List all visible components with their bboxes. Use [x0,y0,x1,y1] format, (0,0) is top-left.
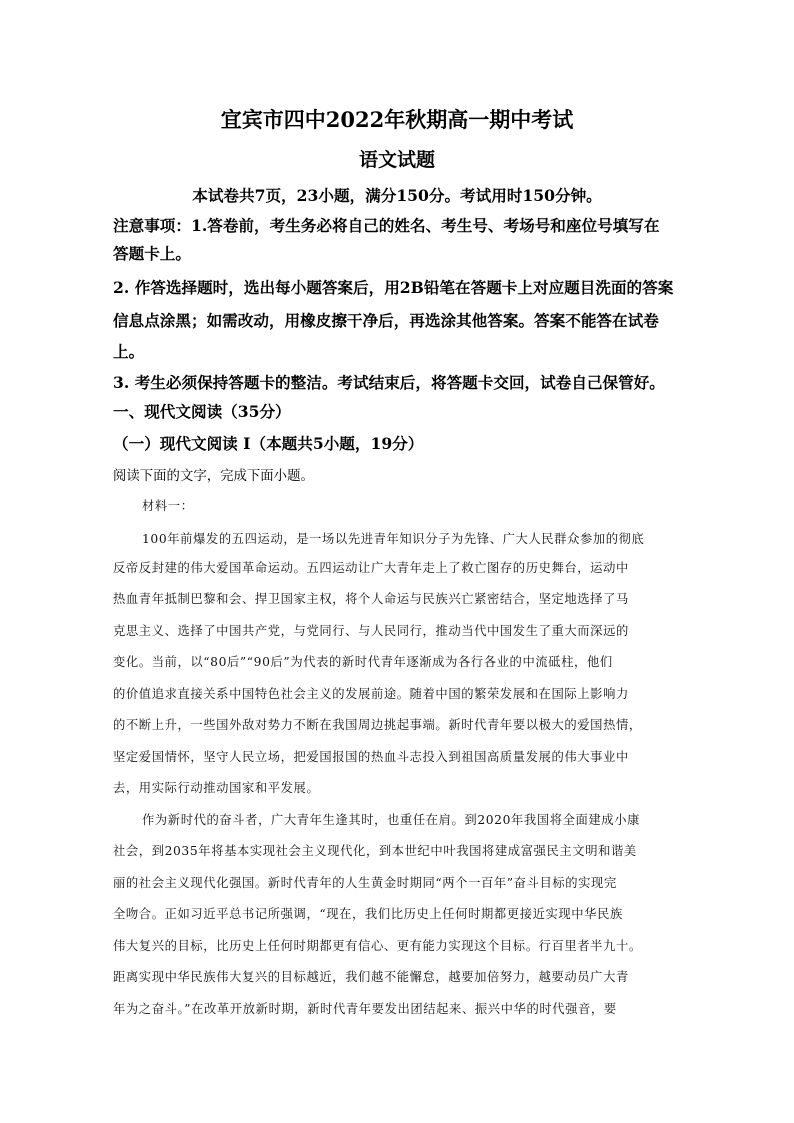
passage-line: 反帝反封建的伟大爱国革命运动。五四运动让广大青年走上了救亡图存的历史舞台，运动中 [113,561,629,575]
passage-line: 的不断上升，一些国外敌对势力不断在我国周边挑起事端。新时代青年要以极大的爱国热情， [113,718,642,732]
reading-prompt: 阅读下面的文字，完成下面小题。 [113,469,314,484]
passage-line: 伟大复兴的目标，比历史上任何时期都更有信心、更有能力实现这个目标。行百里者半九十。 [113,939,642,953]
exam-subtitle: 语文试题 [358,149,435,171]
material-label: 材料一： [142,499,194,513]
passage-line: 社会，到2035年将基本实现社会主义现代化，到本世纪中叶我国将建成富强民主文明和谐美 [113,844,637,858]
instruction-line: 注意事项：1.答卷前，考生务必将自己的姓名、考生号、考场号和座位号填写在 [113,216,660,235]
passage-line: 丽的社会主义现代化强国。新时代青年的人生黄金时期同“两个一百年”奋斗目标的实现完 [113,876,617,890]
passage-line: 克思主义、选择了中国共产党，与党同行、与人民同行，推动当代中国发生了重大而深远的 [113,624,629,638]
passage-line: 距离实现中华民族伟大复兴的目标越近，我们越不能懈怠，越要加倍努力，越要动员广大青 [113,970,629,984]
instruction-line: 2. 作答选择题时，选出每小题答案后，用2B铅笔在答题卡上对应题目洗面的答案 [113,278,674,297]
passage-line: 热血青年抵制巴黎和会、捍卫国家主权，将个人命运与民族兴亡紧密结合，坚定地选择了马 [113,592,629,606]
instruction-line: 答题卡上。 [113,244,191,263]
exam-summary: 本试卷共7页，23小题，满分150分。考试用时150分钟。 [192,186,602,205]
instruction-line: 信息点涂黑；如需改动，用橡皮擦干净后，再选涂其他答案。答案不能答在试卷 [113,311,659,330]
passage-line: 坚定爱国情怀，坚守人民立场，把爱国报国的热血斗志投入到祖国高质量发展的伟大事业中 [113,750,629,764]
section-heading: 一、现代文阅读（35分） [113,402,291,421]
passage-line: 年为之奋斗。”在改革开放新时期，新时代青年要发出团结起来、振兴中华的时代强音，要 [113,1002,617,1016]
passage-line: 100年前爆发的五四运动，是一场以先进青年知识分子为先锋、广大人民群众参加的彻底 [142,532,645,546]
passage-line: 去，用实际行动推动国家和平发展。 [113,781,320,795]
passage-line: 全吻合。正如习近平总书记所强调，“现在，我们比历史上任何时期都更接近实现中华民族 [113,907,623,921]
passage-line: 作为新时代的奋斗者，广大青年生逢其时，也重任在肩。到2020年我国将全面建成小康 [142,813,640,827]
instruction-line: 上。 [113,342,145,361]
section-subheading: （一）现代文阅读 Ⅰ（本题共5小题，19分） [113,434,424,453]
passage-line: 变化。当前，以“80后”“90后”为代表的新时代青年逐渐成为各行各业的中流砥柱，他们 [113,655,613,669]
instruction-line: 3. 考生必须保持答题卡的整洁。考试结束后，将答题卡交回，试卷自己保管好。 [113,373,665,392]
passage-line: 的价值追求直接关系中国特色社会主义的发展前途。随着中国的繁荣发展和在国际上影响力 [113,687,629,701]
exam-title: 宜宾市四中2022年秋期高一期中考试 [220,107,574,132]
